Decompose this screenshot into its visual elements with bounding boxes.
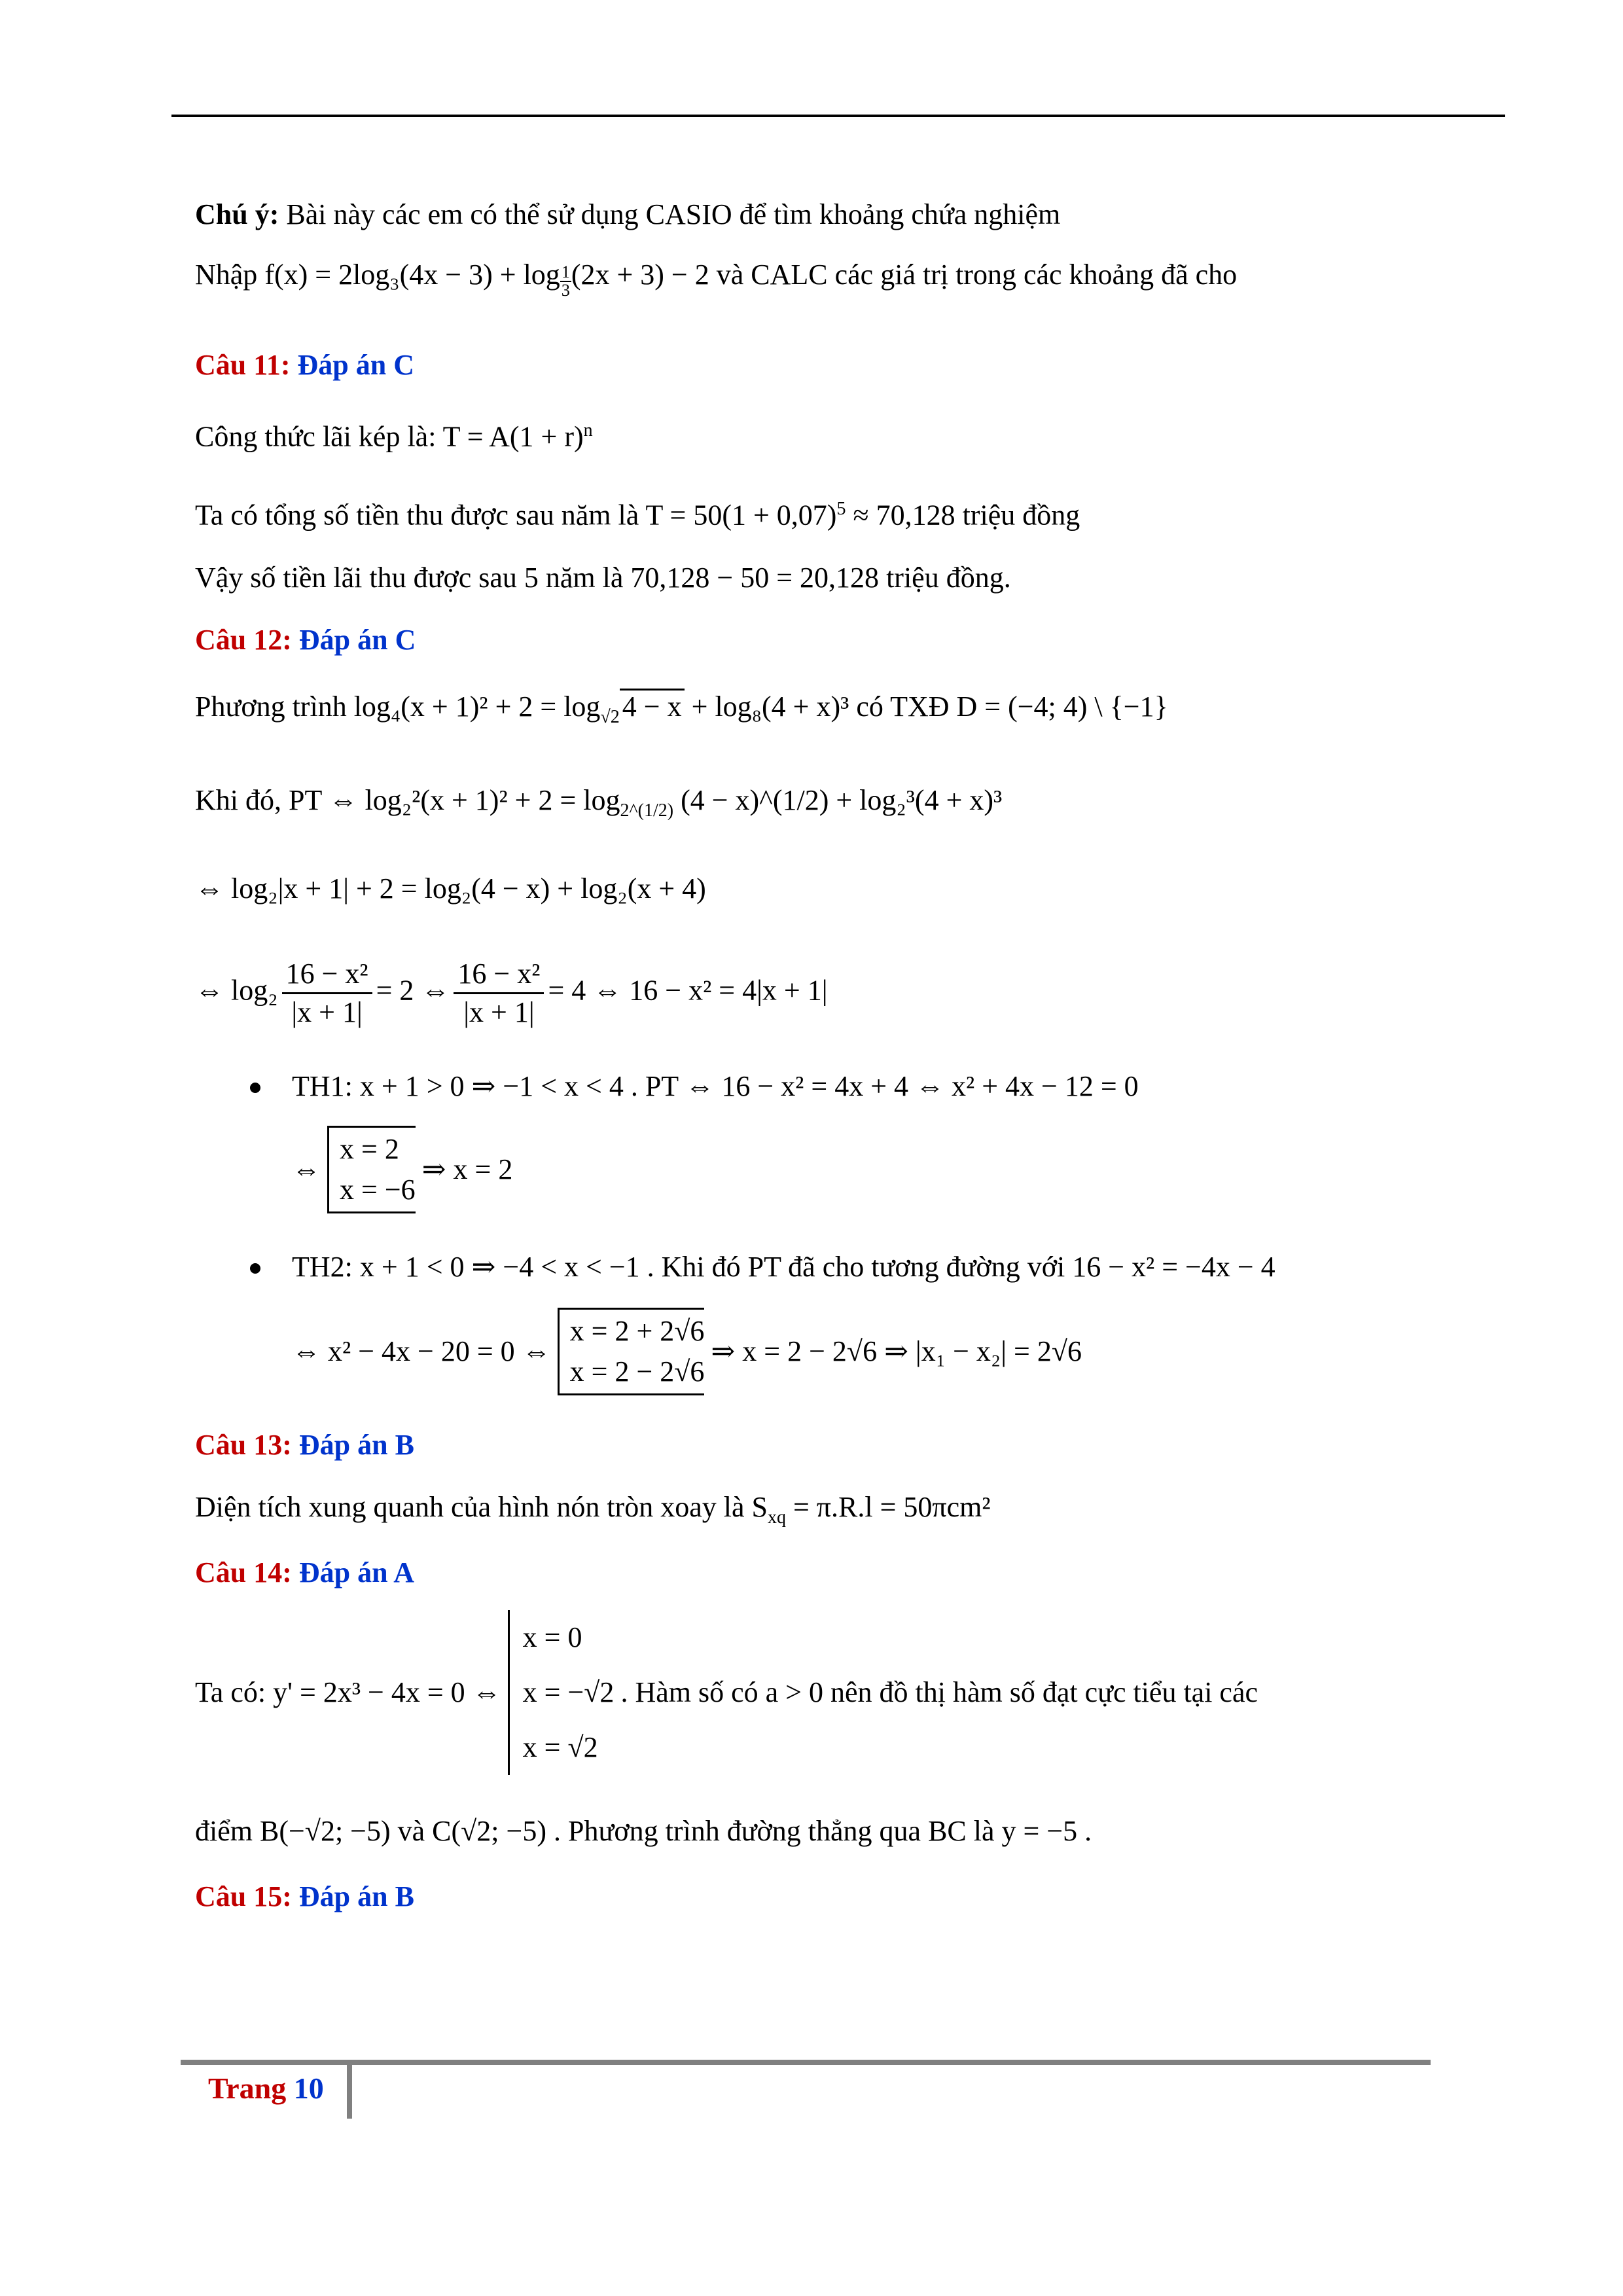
th1-bracket: x = 2 x = −6 [327,1126,416,1213]
q12-heading: Câu 12: Đáp án C [195,624,416,656]
note-formula-line [195,257,1237,299]
top-rule [171,115,1505,117]
note-line [195,196,1060,233]
footer-rule [181,2060,1431,2065]
log-base-fraction: $\frac{1}{3}$ [561,262,570,300]
q13-line1: Diện tích xung quanh của hình nón tròn xoay là $S_{xq} = \pi.R.l = 50\pi cm^2$ [195,1491,991,1528]
sqrt-4-minus-x: 4 − x [620,689,685,723]
note-formula-tail: (2x + 3) − 2 [571,259,709,291]
page-footer [208,2071,324,2106]
q13-heading: Câu 13: Đáp án B [195,1429,414,1461]
note-prefix: Nhập [195,259,258,291]
note-formula: f(x) = 2log₃(4x − 3) + log [264,259,560,291]
q11-line1: Công thức lãi kép là: $T = A(1 + r)^n$ [195,420,593,453]
th1-solution: ⇔ x = 2 x = −6 ⇒ x = 2 [292,1126,512,1213]
th2-line: TH2: x + 1 < 0 ⇒ −4 < x < −1 . Khi đó PT đã cho tương đường với 16 − x² = −4x − 4 [292,1251,1275,1283]
page-number: 10 [293,2072,324,2105]
footer-label: Trang [208,2072,287,2105]
fraction-1: $\frac{\text{16 − x²}}{|x + 1|}$ [282,956,372,1031]
q15-heading: Câu 15: Đáp án B [195,1880,414,1912]
q11-heading: Câu 11: Đáp án C [195,349,414,381]
th2-solution: ⇔ x² − 4x − 20 = 0 ⇔ x = 2 + 2√6 x = 2 − 2√6 ⇒ x = 2 − 2√6 ⇒ |x₁ − x₂| = 2√6 [292,1308,1082,1395]
q14-heading: Câu 14: Đáp án A [195,1556,414,1588]
note-label: Chú ý: [195,198,279,230]
q12-line4: ⇔ log₂ $\frac{\text{16 − x²}}{|x + 1|}$ = 2 ⇔ $\frac{\text{16 − x²}}{|x + 1|}$ = 4 ⇔ 16 − x² = 4|x + 1| [195,956,828,1031]
q12-line2: Khi đó, PT ⇔ $\log_2^2(x + 1)^2 + 2 = \log_{2\^{}(1/2)} (4$ − x)^(1/2) + log₂³(4 + x)³ [195,784,1003,821]
note-suffix: và CALC các giá trị trong các khoảng đã cho [716,259,1238,291]
fraction-2: $\frac{\text{16 − x²}}{|x + 1|}$ [454,956,544,1031]
th2-bracket: x = 2 + 2√6 x = 2 − 2√6 [558,1308,705,1395]
q12-line1: Phương trình $\log_4(x + 1)^2 + 2 = \log_{√2}4 - x + \log_8(4 + x)^3$ có TXĐ D = (−4; 4) \ {−1} [195,689,1168,736]
q14-line2: điểm B(−√2; −5) và C(√2; −5) . Phương trình đường thẳng qua BC là y = −5 . [195,1815,1092,1847]
q14-system: x = 0 x = −√2 x = √2 [508,1610,615,1775]
footer-divider [347,2060,352,2119]
th1-line: TH1: x + 1 > 0 ⇒ −1 < x < 4 . PT ⇔ 16 − x² = 4x + 4 ⇔ x² + 4x − 12 = 0 [292,1070,1139,1102]
q14-line1: Ta có: y' = 2x³ − 4x = 0 ⇔ x = 0 x = −√2 x = √2 . Hàm số có a > 0 nên đồ thị hàm số đạt cực tiểu tại các [195,1610,1258,1775]
q11-line2: Ta có tổng số tiền thu được sau năm là $T = 50(1 + 0,07)^5 \approx 70,128$ triệu đồng [195,499,1080,531]
q12-line3: ⇔ log₂|x + 1| + 2 = log₂(4 − x) + log₂(x + 4) [195,872,706,905]
bullet-th2 [250,1263,260,1274]
q11-line3: Vậy số tiền lãi thu được sau 5 năm là 70,128 − 50 = 20,128 triệu đồng. [195,562,1011,594]
note-text: Bài này các em có thể sử dụng CASIO để tìm khoảng chứa nghiệm [279,198,1061,230]
bullet-th1 [250,1083,260,1093]
